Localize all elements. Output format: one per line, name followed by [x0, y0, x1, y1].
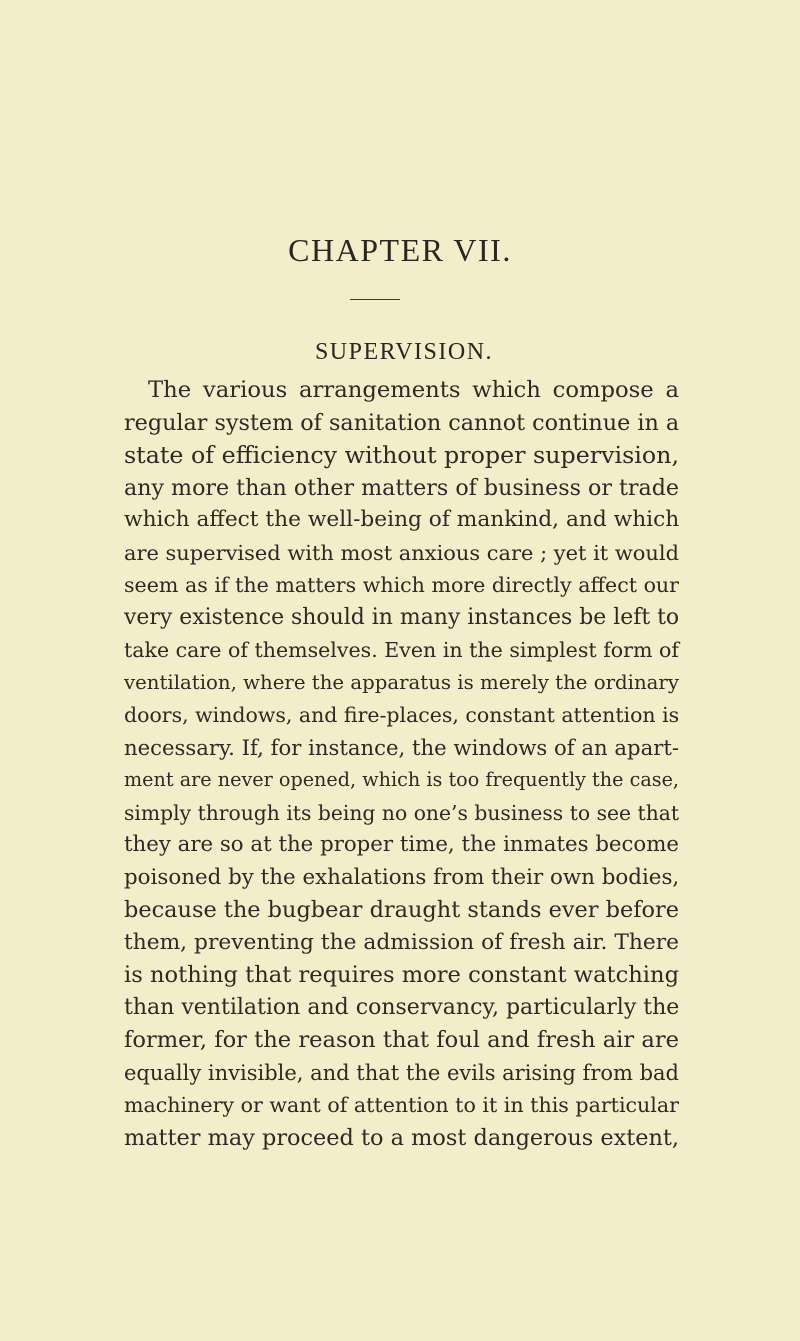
text-line: simply through its being no one’s business to see that: [124, 800, 679, 825]
text-line: any more than other matters of business or trade: [124, 474, 679, 501]
text-line: they are so at the proper time, the inmates become: [124, 832, 679, 857]
text-line: poisoned by the exhalations from their own bodies,: [124, 864, 680, 890]
text-line: is nothing that requires more constant watching: [124, 962, 680, 988]
text-line: take care of themselves. Even in the simplest form of: [124, 638, 679, 662]
text-line: than ventilation and conservancy, particularly the: [124, 994, 680, 1020]
body-paragraph: [124, 374, 679, 1154]
text-line: state of efficiency without proper supervision,: [124, 441, 679, 469]
text-line: ventilation, where the apparatus is merely the ordinary: [124, 670, 679, 694]
text-line: because the bugbear draught stands ever before: [124, 897, 679, 923]
section-heading: SUPERVISION.: [314, 339, 494, 365]
text-line: machinery or want of attention to it in this particular: [124, 1093, 679, 1117]
text-line: seem as if the matters which more directly affect our: [124, 573, 679, 597]
text-line: regular system of sanitation cannot continue in a: [124, 409, 680, 436]
text-line: necessary. If, for instance, the windows of an apart-: [124, 734, 679, 760]
text-line: very existence should in many instances be left to: [124, 604, 680, 630]
text-line: doors, windows, and fire-places, constant attention is: [124, 703, 680, 727]
text-line: them, preventing the admission of fresh air. There: [124, 929, 679, 955]
heading-rule: [350, 299, 400, 300]
text-line: matter may proceed to a most dangerous extent,: [124, 1124, 679, 1151]
text-line: are supervised with most anxious care ; yet it would: [124, 540, 679, 565]
text-line: The various arrangements which compose a: [148, 377, 679, 403]
text-line: former, for the reason that foul and fresh air are: [124, 1027, 679, 1053]
text-line: ment are never opened, which is too frequently the case,: [124, 768, 679, 791]
text-line: equally invisible, and that the evils arising from bad: [124, 1059, 680, 1085]
text-line: which affect the well-being of mankind, and which: [124, 507, 680, 532]
chapter-heading: CHAPTER VII.: [288, 232, 512, 268]
